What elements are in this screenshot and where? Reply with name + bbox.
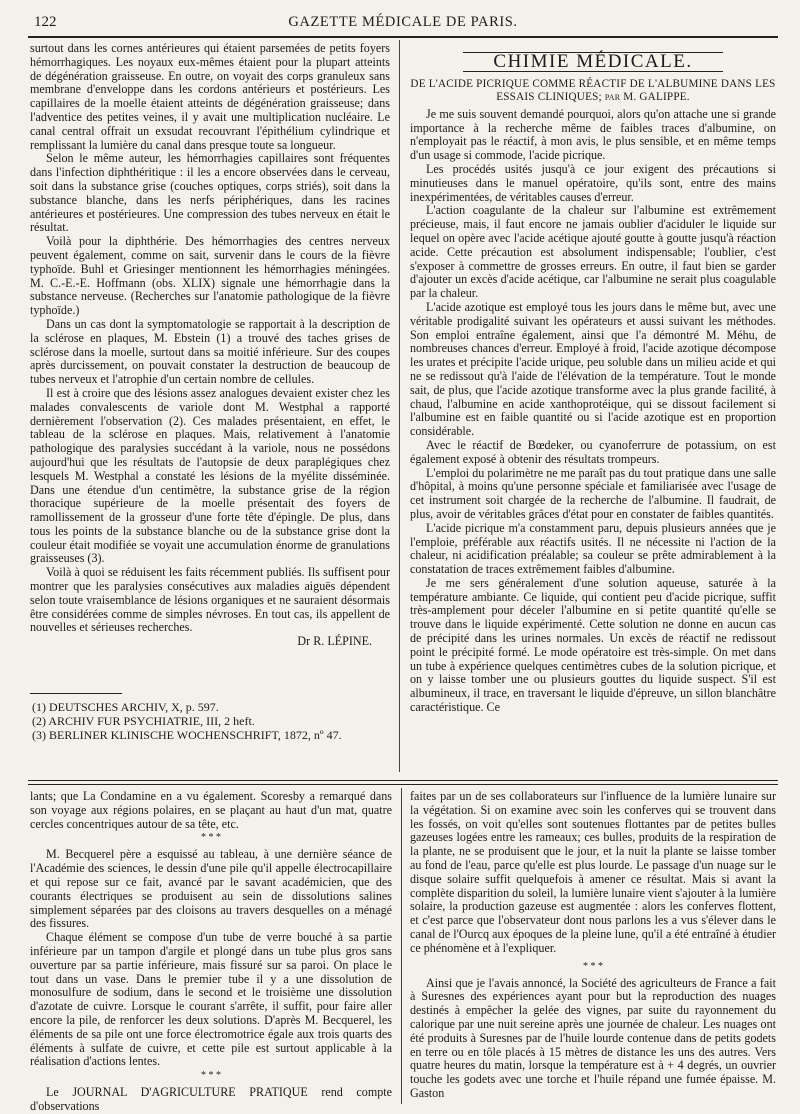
page-header <box>30 12 776 32</box>
left-column-top <box>30 42 390 688</box>
section-rule <box>28 784 778 785</box>
footnote: (1) DEUTSCHES ARCHIV, X, p. 597. <box>32 700 219 714</box>
separator-asterisks: * * * <box>201 1070 221 1082</box>
section-heading <box>410 52 776 72</box>
article-subtitle: DE L'ACIDE PICRIQUE COMME RÉACTIF DE L'ALBUMINE DANS LES ESSAIS CLINIQUES; par M. GALIPPE. <box>410 77 776 103</box>
paragraph: Voilà à quoi se réduisent les faits récemment publiés. Ils suffisent pour montrer que les paralysies consécutives aux maladies aiguës dépendent selon toute vraisemblance de lésions organiques et ne sauraient désormais être considérées comme de simples névroses. En tout cas, ils appellent de nouvelles et sérieuses recherches. <box>30 565 390 635</box>
paragraph: Il est à croire que des lésions assez analogues devaient exister chez les malades convalescents de variole dont M. Westphal a rapporté dernièrement l'observation (2). Ces malades présentaient, en effet, le tableau de la sclérose en plaques. Mais, relativement à l'anatomie pathologique des paralysies succédant à la variole, nous ne possédons aujourd'hui que les résultats de l'autopsie de deux paraplégiques chez lesquels M. Westphal a constaté les lésions de la myélite disséminée. Dans une étendue d'un centimètre, la substance grise de la région thoracique supérieure de la moelle présentait des foyers de ramollissement de la grosseur d'une forte tête d'épingle. De plus, dans tous les points de la substance blanche ou de la substance grise dont la couleur était modifiée se voyait une accumulation énorme de granulations graisseuses (3). <box>30 385 390 566</box>
paragraph: L'emploi du polarimètre ne me paraît pas du tout pratique dans une salle d'hôpital, à moins qu'une personne spéciale et familiarisée avec l'usage de cet instrument soit chargée de la recherche de l'albumine. Il faudrait, de plus, avoir de véritables grâces d'état pour en constater de faibles quantités. <box>410 465 776 521</box>
author-signature: Dr R. LÉPINE. <box>297 634 372 649</box>
paragraph: lants; que La Condamine en a vu également. Scoresby a remarqué dans son voyage aux régions polaires, en se plaçant au haut d'un mat, quatre cercles concentriques autour de sa tête, etc. <box>30 789 392 831</box>
page-number: 122 <box>34 14 57 30</box>
paragraph: Dans un cas dont la symptomatologie se rapportait à la description de la sclérose en plaques, M. Ebstein (1) a trouvé des taches grises de sclérose dans la moelle, surtout dans sa moitié inférieure. Sur des coupes après durcissement, on pouvait constater la destruction de beaucoup de tubes nerveux et l'atrophie d'un certain nombre de cellules. <box>30 316 390 387</box>
paragraph: L'action coagulante de la chaleur sur l'albumine est extrêmement précieuse, mais, il faut encore ne jamais oublier d'aciduler le liquide sur lequel on opère avec l'acide acétique ajouté goutte à goutte jusqu'à réaction acide. Cette précaution est absolument indispensable; l'oublier, c'est s'exposer à commettre de grosses erreurs. En outre, il faut bien se garder d'ajouter un excès d'acide acétique, car l'albumine ne serait plus coagulable par la chaleur. <box>410 203 776 301</box>
paragraph: Selon le même auteur, les hémorrhagies capillaires sont fréquentes dans l'infection diphthéritique : il les a encore observées dans le cerveau, soit dans la substance grise (couches optiques, corps striés), soit dans la substance blanche, dans les nerfs périphériques, dans les racines antérieures et postérieures. Une compression des tubes nerveux en était le résultat. <box>30 151 390 235</box>
paragraph: Chaque élément se compose d'un tube de verre bouché à sa partie inférieure par un tampon d'argile et plongé dans un tube plus gros sans ouverture par sa partie inférieure, mais fissuré sur sa paroi. On place le tout dans un vase. Dans le premier tube il y a une dissolution de monosulfure de sodium, dans le second et le troisième une dissolution d'azotate de cuivre. Lorsque le courant s'arrête, il suffit, pour faire aller encore la pile, de renforcer les deux solutions. D'après M. Becquerel, les éléments de sa pile ont une force électromotrice égale aux trois quarts des éléments à sulfate de cuivre, et cette pile est surtout applicable à la réalisation d'actions lentes. <box>30 930 392 1069</box>
column-divider <box>401 788 402 1104</box>
separator-asterisks: * * * <box>583 960 603 972</box>
paragraph: Je me sers généralement d'une solution aqueuse, saturée à la température ambiante. Ce liquide, qui contient peu d'acide picrique, suffit très-amplement pour déceler l'albumine en si petite quantité qu'elle se trouve dans le liquide expérimenté. Cette solution ne donne en aucun cas de précipité dans les urines normales. Un excès de réactif ne redissout point le précipité formé. Le mode opératoire est très-simple. On met dans un tube à expérience quelques centimètres cubes de la solution picrique, et on y laisse tomber une ou plusieurs gouttes du liquide suspect. S'il est albumineux, il trace, en traversant le liquide d'épreuve, un sillon blanchâtre caractéristique. Ce <box>410 575 776 715</box>
footnote: (2) ARCHIV FUR PSYCHIATRIE, III, 2 heft. <box>32 714 255 728</box>
footnotes <box>32 700 387 742</box>
paragraph: Ainsi que je l'avais annoncé, la Société des agriculteurs de France a fait à Suresnes des expériences ayant pour but la reproduction des nuages destinés à empêcher la gelée des vignes, par suite du rayonnement du calorique par une nuit sereine après une journée de chaleur. Les nuages ont été produits à Suresnes par de l'huile lourde contenue dans de petits godets en terre ou en tôle placés à 15 mètres de distance les uns des autres. Vers quatre heures du matin, lorsque la température est à + 4 degrés, un ouvrier touche les godets avec une torche et l'huile répand une fumée épaisse. M. Gaston <box>410 975 776 1100</box>
paragraph: L'acide picrique m'a constamment paru, depuis plusieurs années que je l'emploie, préférable aux réactifs usités. Il ne nécessite ni l'action de la chaleur, ni acidification préalable; sa couleur se prête admirablement à la constatation de traces extrêmement faibles d'albumine. <box>410 520 776 577</box>
paragraph: Avec le réactif de Bœdeker, ou cyanoferrure de potassium, on est également exposé à obtenir des résultats trompeurs. <box>410 437 776 466</box>
column-divider <box>399 40 400 772</box>
journal-title: GAZETTE MÉDICALE DE PARIS. <box>288 14 518 30</box>
footnote: (3) BERLINER KLINISCHE WOCHENSCHRIFT, 1872, nº 47. <box>32 728 342 742</box>
paragraph: Les procédés usités jusqu'à ce jour exigent des précautions si minutieuses dans le manuel opératoire, qu'ils sont, entre des mains inexpérimentées, de véritables causes d'erreur. <box>410 161 776 204</box>
paragraph: Le JOURNAL D'AGRICULTURE PRATIQUE rend compte d'observations <box>30 1085 392 1113</box>
right-column-bottom <box>410 790 776 1102</box>
section-rule <box>28 780 778 781</box>
paragraph: Voilà pour la diphthérie. Des hémorrhagies des centres nerveux peuvent également, comme on sait, survenir dans le cours de la fièvre typhoïde. Buhl et Griesinger mentionnent les hémorrhagies méningées. M. C.-E.-E. Hoffmann (obs. XLIX) signale une hémorrhagie dans la substance nerveuse. (Recherches sur l'anatomie pathologique de la fièvre typhoïde.) <box>30 234 390 318</box>
section-heading-text: CHIMIE MÉDICALE. <box>463 52 722 72</box>
left-column-bottom <box>30 789 392 1113</box>
paragraph: L'acide azotique est employé tous les jours dans le même but, avec une véritable prodigalité suivant les opérateurs et aussi suivant les méthodes. Son emploi entraîne également, ainsi que l'a démontré M. Méhu, de nombreuses chances d'erreur. Employé à froid, l'acide azotique décompose les urates et précipite l'acide urique, peu soluble dans un milieu acide et qui ne se redissout qu'à l'aide de l'élévation de la température. Tout le monde sait, de plus, que l'acide azotique transforme avec la plus grande facilité, à chaud, l'albumine en acide xanthoprotéique, qui se dissout facilement si l'albumine est en faible quantité ou si l'acide azotique est en proportion considérable. <box>410 299 776 439</box>
paragraph: surtout dans les cornes antérieures qui étaient parsemées de petits foyers hémorrhagiques. Les noyaux eux-mêmes étaient pour la plupart atteints de dégénération graisseuse. En outre, on voyait des corps granuleux sans membrane d'enveloppe dans les cordons antérieurs et postérieurs. Les capillaires de la moelle étaient atteints de dégénération graisseuse; dans l'adventice des petites veines, il y avait une multiplication nucléaire. Le canal central offrait un exsudat recouvrant l'épithélium cylindrique et remplissant la lumière du canal dans presque toute sa longueur. <box>30 41 390 152</box>
paragraph: M. Becquerel père a esquissé au tableau, à une dernière séance de l'Académie des sciences, le dessin d'une pile qu'il appelle électrocapillaire et qui repose sur ce fait, avancé par le savant académicien, que des courants électriques se produisent au sein de dissolutions salines simplement séparées par des cloisons au travers desquelles on a ménagé des fissures. <box>30 847 392 931</box>
paragraph: faites par un de ses collaborateurs sur l'influence de la lumière lunaire sur la végétation. Si on examine avec soin les conferves qui se trouvent dans les fossés, on voit qu'elles sont soutenues flottantes par de petites bulles gazeuses logées entre les rameaux; ces bulles, produits de la respiration de la plante, ne se produisent que le jour, et la nuit la plante se laisse tomber au fond de l'eau, parce qu'elle est plus lourde. Le passage d'un nuage sur le disque solaire suffit quelquefois à amener ce résultat. Mais si avant la complète disparition du soleil, la lumière lunaire vient s'ajouter à la lumière solaire, la production gazeuse est augmentée : alors les conferves flottent, et c'est parce que l'observateur dont nous parlons les a vus s'élever dans le canal de l'Ourcq aux époques de la pleine lune, qu'il a été entraîné à étudier ce phénomène et à l'expliquer. <box>410 789 776 955</box>
paragraph: Je me suis souvent demandé pourquoi, alors qu'on attache une si grande importance à la recherche même de faibles traces d'albumine, on n'employait pas le réactif, à mon avis, le plus sensible, et en même temps d'un usage si commode, l'acide picrique. <box>410 106 776 163</box>
footnote-rule <box>30 693 122 694</box>
right-column-top <box>410 42 776 770</box>
separator-asterisks: * * * <box>201 832 221 844</box>
header-rule <box>28 36 778 38</box>
